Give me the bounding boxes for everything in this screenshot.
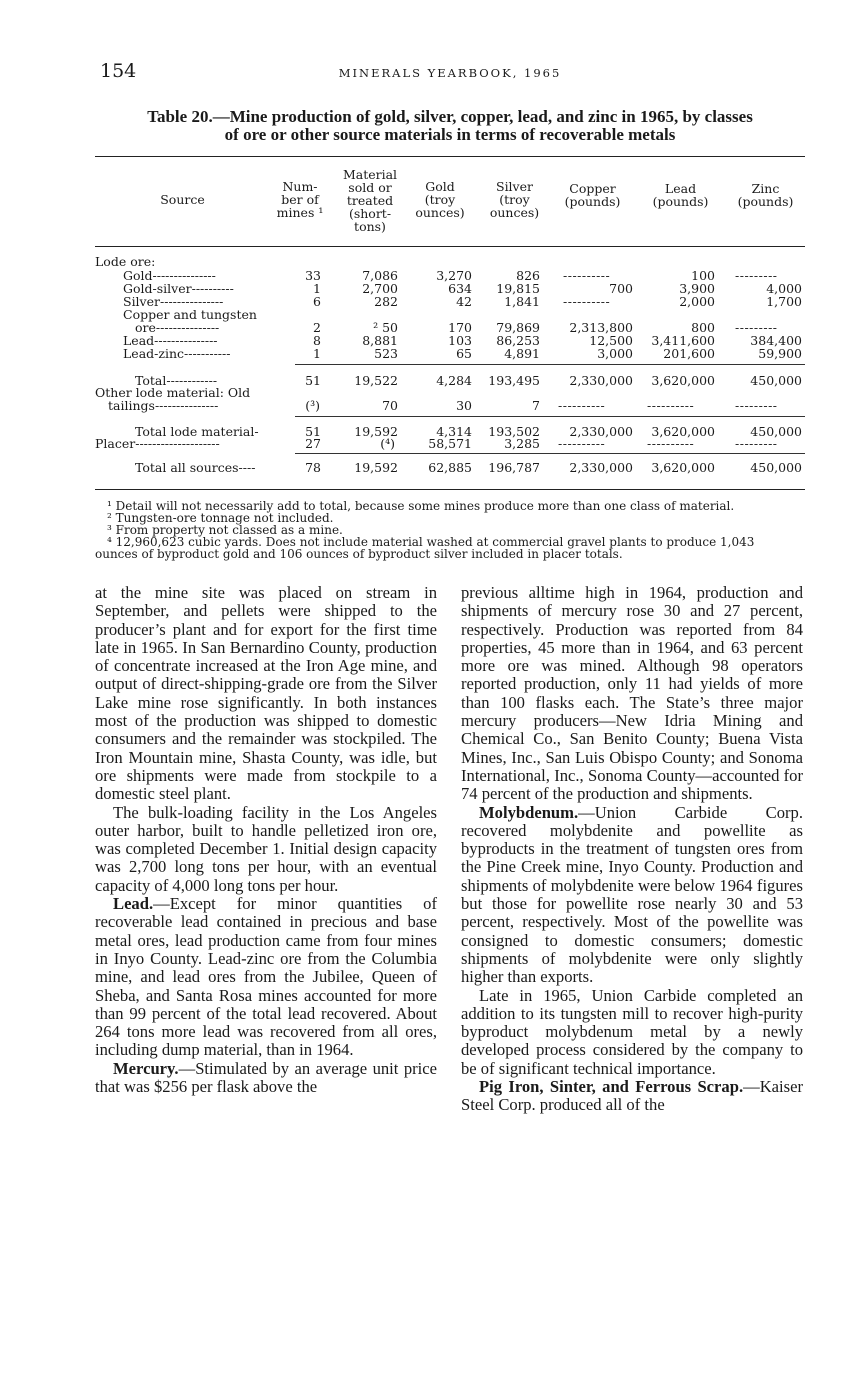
section-heading-pig-iron: Pig Iron, Sinter, and Ferrous Scrap. xyxy=(479,1077,744,1097)
paragraph: Mercury.—Stimulated by an average unit price that was $256 per flask above the xyxy=(95,1058,437,1097)
header-source: Source xyxy=(160,192,205,207)
paragraph: Pig Iron, Sinter, and Ferrous Scrap.—Kaiser Steel Corp. produced all of the xyxy=(461,1077,803,1115)
header-material: Material sold or treated (short- tons) xyxy=(342,167,398,234)
header-gold: Gold (troy ounces) xyxy=(415,179,465,220)
footnote: ² Tungsten-ore tonnage not included. xyxy=(107,511,334,525)
table-row: ore--------------- 2 ² 50 170 79,869 2,313,800 800 --------- xyxy=(135,320,778,335)
paragraph: Late in 1965, Union Carbide completed an addition to its tungsten mill to recover high-purity byproduct molybdenum metal by a newly developed process considered by the company to be of significant technical importance. xyxy=(461,985,803,1078)
table-body xyxy=(95,0,805,490)
table-title-line-2: of ore or other source materials in terms of recoverable metals xyxy=(224,125,676,144)
table-row-total: Total lode material- 51 19,592 4,314 193,502 2,330,000 3,620,000 450,000 xyxy=(135,424,802,439)
paragraph: previous alltime high in 1964, production and shipments of mercury rose 30 and 27 percent, respectively. Production was reported from 84 properties, 45 more than in 1964, and 63 percent more ore was mined. Although 98 operators reported production, only 11 had yields of more than 100 flasks each. The State’s three major mercury producers—New Idria Mining and Chemical Co., San Benito County; Buena Vista Mines, Inc., San Luis Obispo County; and Sonoma International, Inc., Sonoma County—accounted for 74 percent of the production and shipments. xyxy=(461,583,803,804)
table-row: Other lode material: Old xyxy=(95,385,251,400)
section-heading-molybdenum: Molybdenum. xyxy=(479,802,579,822)
page-number: 154 xyxy=(100,60,137,82)
header-copper: Copper (pounds) xyxy=(564,181,621,209)
header-silver: Silver (troy ounces) xyxy=(489,179,540,220)
table-bottom-rule xyxy=(95,489,805,490)
table-row: Lead--------------- 8 8,881 103 86,253 12,500 3,411,600 384,400 xyxy=(123,333,802,348)
footnote: ⁴ 12,960,623 cubic yards. Does not include material washed at commercial gravel plants to produce 1,043 xyxy=(107,535,755,549)
table-section-heading: Lode ore: xyxy=(95,254,156,269)
subtotal-rule xyxy=(295,453,805,454)
paragraph: at the mine site was placed on stream in September, and pellets were shipped to the producer’s plant and for export for the first time late in 1965. In San Bernardino County, production of concentrate increased at the Iron Age mine, and output of direct-shipping-grade ore from the Silver Lake mine rose significantly. In both instances most of the production was shipped to domestic consumers and the remainder was stockpiled. The Iron Mountain mine, Shasta County, was idle, but ore shipments were made from stockpile to a domestic steel plant. xyxy=(95,583,437,804)
table-row: Copper and tungsten xyxy=(123,307,257,322)
header-lead: Lead (pounds) xyxy=(652,181,709,209)
table-row: Gold-silver---------- 1 2,700 634 19,815 700 3,900 4,000 xyxy=(123,281,802,296)
right-column xyxy=(461,584,803,1115)
footnote: ¹ Detail will not necessarily add to total, because some mines produce more than one class of material. xyxy=(107,499,735,513)
table-row: Silver--------------- 6 282 42 1,841 ---------- 2,000 1,700 xyxy=(123,294,802,309)
table-row: tailings--------------- (³) 70 30 7 ---------- ---------- --------- xyxy=(108,398,778,413)
running-title: MINERALS YEARBOOK, 1965 xyxy=(338,66,562,80)
section-heading-mercury: Mercury. xyxy=(113,1058,179,1078)
header-mines: Num- ber of mines ¹ xyxy=(276,179,324,220)
left-column xyxy=(95,584,437,1096)
table-footnotes xyxy=(95,500,805,560)
table-row: Lead-zinc----------- 1 523 65 4,891 3,000 201,600 59,900 xyxy=(123,346,802,361)
paragraph: Molybdenum.—Union Carbide Corp. recovered molybdenite and powellite as byproducts in the treatment of tungsten ores from the Pine Creek mine, Inyo County. Production and shipments of molybdenite were below 1964 figures but those for powellite rose nearly 30 and 53 percent, respectively. Most of the powellite was consigned to domestic consumers; domestic shipments of molybdenite were only slightly higher than exports. xyxy=(461,802,803,987)
table-row: Gold--------------- 33 7,086 3,270 826 ---------- 100 --------- xyxy=(123,268,778,283)
paragraph: Lead.—Except for minor quantities of recoverable lead contained in precious and base metal ores, lead production came from four mines in Inyo County. Lead-zinc ore from the Columbia mine, and lead ores from the Jubilee, Queen of Sheba, and Santa Rosa mines accounted for more than 99 percent of the total lead recovered. About 264 tons more lead was recovered from all ores, including dump material, than in 1964. xyxy=(95,894,437,1060)
footnote: ³ From property not classed as a mine. xyxy=(107,523,343,537)
footnote-continuation: ounces of byproduct gold and 106 ounces of byproduct silver included in placer totals. xyxy=(95,547,623,561)
table-title-line-1: Table 20.—Mine production of gold, silver, copper, lead, and zinc in 1965, by classes xyxy=(147,107,753,126)
table-row: Placer-------------------- 27 (⁴) 58,571 3,285 ---------- ---------- --------- xyxy=(95,436,778,451)
header-zinc: Zinc (pounds) xyxy=(737,181,794,209)
subtotal-rule xyxy=(295,364,805,365)
paragraph: The bulk-loading facility in the Los Angeles outer harbor, built to handle pelletized iron ore, was completed December 1. Initial design capacity was 2,700 long tons per hour, with an eventual capacity of 4,000 long tons per hour. xyxy=(95,802,437,895)
subtotal-rule xyxy=(295,416,805,417)
section-heading-lead: Lead. xyxy=(113,894,154,914)
table-row-total: Total all sources---- 78 19,592 62,885 196,787 2,330,000 3,620,000 450,000 xyxy=(135,460,802,475)
table-row-total: Total------------ 51 19,522 4,284 193,495 2,330,000 3,620,000 450,000 xyxy=(135,373,802,388)
